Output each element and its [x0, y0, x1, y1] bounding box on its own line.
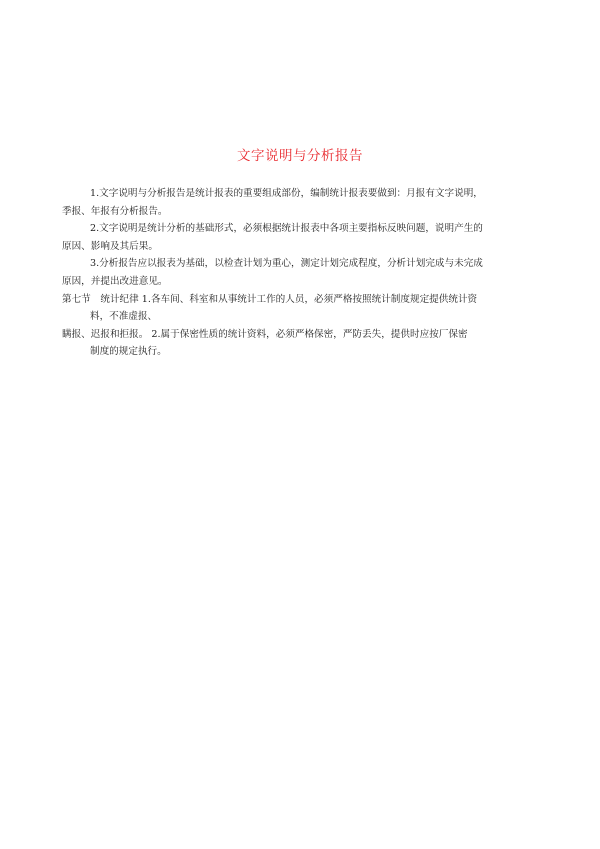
document-body [62, 185, 540, 361]
document-title: 文字说明与分析报告 [237, 148, 363, 164]
paragraph-line: 3.分析报告应以报表为基础，以检查计划为重心，测定计划完成程度，分析计划完成与未完成 [90, 258, 483, 270]
paragraph-line: 原因、影响及其后果。 [62, 240, 158, 252]
paragraph-line: 第七节 统计纪律 1.各车间、科室和从事统计工作的人员，必须严格按照统计制度规定提供统计资 [62, 293, 478, 305]
paragraph-line: 2.文字说明是统计分析的基础形式，必须根据统计报表中各项主要指标反映问题，说明产生的 [90, 223, 483, 235]
paragraph-line: 瞒报、迟报和拒报。 2.属于保密性质的统计资料，必须严格保密，严防丢失，提供时应按厂保密 [62, 328, 468, 340]
paragraph-line: 1.文字说明与分析报告是统计报表的重要组成部份，编制统计报表要做到：月报有文字说明， [90, 188, 483, 199]
paragraph-line: 季报、年报有分析报告。 [62, 205, 168, 217]
paragraph-line: 制度的规定执行。 [90, 346, 167, 358]
paragraph-line: 原因，并提出改进意见。 [62, 275, 168, 287]
paragraph-line: 料，不准虚报、 [90, 311, 158, 323]
